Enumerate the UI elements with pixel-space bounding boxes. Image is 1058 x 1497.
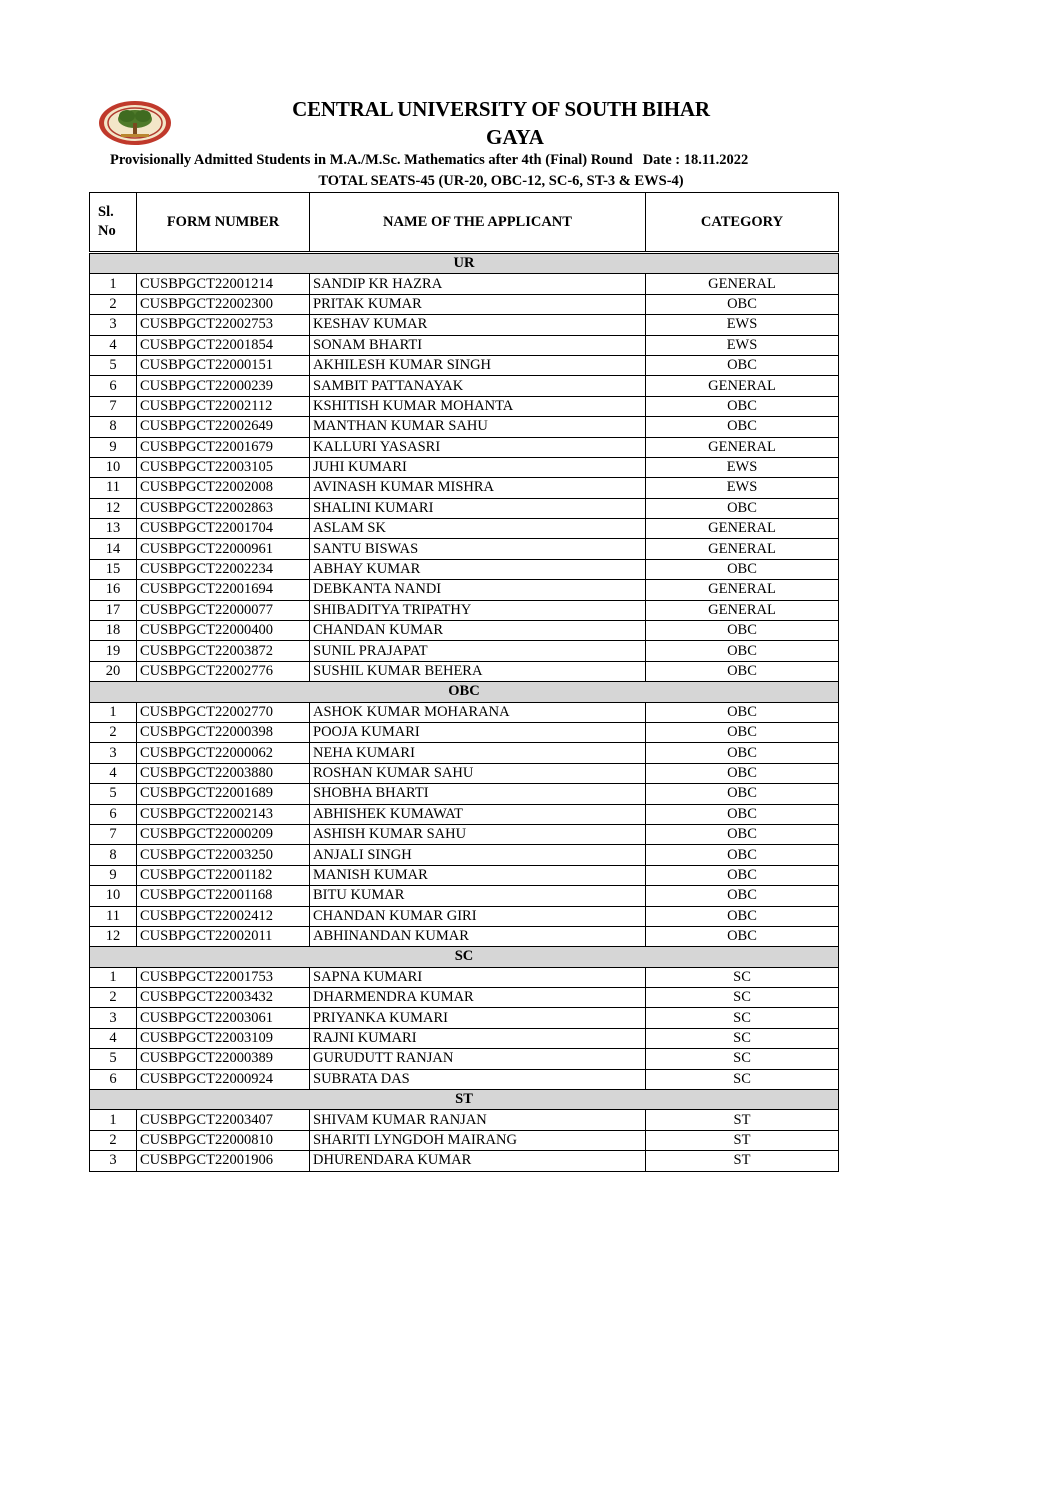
applicant-name-cell: SUSHIL KUMAR BEHERA: [310, 661, 646, 681]
table-row: [90, 1151, 839, 1171]
form-number-cell: CUSBPGCT22000810: [137, 1130, 310, 1150]
applicant-name-cell: MANTHAN KUMAR SAHU: [310, 417, 646, 437]
category-cell: SC: [646, 1028, 839, 1048]
category-cell: ST: [646, 1130, 839, 1150]
table-row: [90, 1049, 839, 1069]
table-row: [90, 967, 839, 987]
form-number-cell: CUSBPGCT22001694: [137, 580, 310, 600]
category-cell: OBC: [646, 906, 839, 926]
serial-number-cell: 20: [90, 661, 137, 681]
applicant-name-cell: KALLURI YASASRI: [310, 437, 646, 457]
table-header-row: [90, 193, 839, 253]
applicant-name-cell: NEHA KUMARI: [310, 743, 646, 763]
category-cell: GENERAL: [646, 437, 839, 457]
category-cell: OBC: [646, 702, 839, 722]
form-number-cell: CUSBPGCT22000400: [137, 621, 310, 641]
serial-number-cell: 9: [90, 437, 137, 457]
category-cell: OBC: [646, 743, 839, 763]
serial-number-cell: 10: [90, 886, 137, 906]
form-number-cell: CUSBPGCT22001906: [137, 1151, 310, 1171]
form-number-cell: CUSBPGCT22000924: [137, 1069, 310, 1089]
serial-number-cell: 17: [90, 600, 137, 620]
col-header-form: FORM NUMBER: [137, 193, 310, 253]
category-cell: OBC: [646, 722, 839, 742]
category-cell: OBC: [646, 498, 839, 518]
form-number-cell: CUSBPGCT22001753: [137, 967, 310, 987]
form-number-cell: CUSBPGCT22001854: [137, 335, 310, 355]
table-row: [90, 1028, 839, 1048]
form-number-cell: CUSBPGCT22001214: [137, 274, 310, 294]
category-cell: SC: [646, 988, 839, 1008]
list-subtitle: [110, 152, 748, 169]
applicant-name-cell: KESHAV KUMAR: [310, 315, 646, 335]
applicant-name-cell: ABHAY KUMAR: [310, 559, 646, 579]
applicant-name-cell: SHIBADITYA TRIPATHY: [310, 600, 646, 620]
form-number-cell: CUSBPGCT22002753: [137, 315, 310, 335]
table-row: [90, 1110, 839, 1130]
table-row: [90, 396, 839, 416]
group-label: OBC: [90, 682, 839, 702]
serial-number-cell: 6: [90, 1069, 137, 1089]
table-row: [90, 763, 839, 783]
table-row: [90, 641, 839, 661]
serial-number-cell: 12: [90, 498, 137, 518]
applicant-name-cell: ASHISH KUMAR SAHU: [310, 824, 646, 844]
table-row: [90, 1008, 839, 1028]
applicant-name-cell: SANTU BISWAS: [310, 539, 646, 559]
group-row-obc: [90, 682, 839, 702]
category-cell: OBC: [646, 641, 839, 661]
applicant-name-cell: SUNIL PRAJAPAT: [310, 641, 646, 661]
col-header-category: CATEGORY: [646, 193, 839, 253]
serial-number-cell: 14: [90, 539, 137, 559]
group-row-st: [90, 1090, 839, 1110]
serial-number-cell: 8: [90, 845, 137, 865]
table-row: [90, 600, 839, 620]
serial-number-cell: 16: [90, 580, 137, 600]
form-number-cell: CUSBPGCT22001704: [137, 519, 310, 539]
form-number-cell: CUSBPGCT22001168: [137, 886, 310, 906]
form-number-cell: CUSBPGCT22000961: [137, 539, 310, 559]
serial-number-cell: 4: [90, 763, 137, 783]
table-row: [90, 988, 839, 1008]
category-cell: EWS: [646, 457, 839, 477]
form-number-cell: CUSBPGCT22003105: [137, 457, 310, 477]
table-row: [90, 926, 839, 946]
applicant-name-cell: JUHI KUMARI: [310, 457, 646, 477]
applicant-name-cell: CHANDAN KUMAR GIRI: [310, 906, 646, 926]
table-row: [90, 865, 839, 885]
serial-number-cell: 3: [90, 743, 137, 763]
table-row: [90, 845, 839, 865]
applicant-name-cell: SHALINI KUMARI: [310, 498, 646, 518]
group-label: ST: [90, 1090, 839, 1110]
category-cell: SC: [646, 1049, 839, 1069]
category-cell: OBC: [646, 763, 839, 783]
form-number-cell: CUSBPGCT22000398: [137, 722, 310, 742]
category-cell: GENERAL: [646, 580, 839, 600]
category-cell: EWS: [646, 315, 839, 335]
applicant-name-cell: SHARITI LYNGDOH MAIRANG: [310, 1130, 646, 1150]
form-number-cell: CUSBPGCT22000209: [137, 824, 310, 844]
serial-number-cell: 3: [90, 1008, 137, 1028]
group-row-ur: [90, 253, 839, 274]
table-row: [90, 580, 839, 600]
applicant-name-cell: POOJA KUMARI: [310, 722, 646, 742]
seat-summary: TOTAL SEATS-45 (UR-20, OBC-12, SC-6, ST-3 & EWS-4): [318, 173, 684, 189]
table-row: [90, 376, 839, 396]
form-number-cell: CUSBPGCT22002008: [137, 478, 310, 498]
applicant-name-cell: SHIVAM KUMAR RANJAN: [310, 1110, 646, 1130]
city-title: GAYA: [486, 125, 544, 149]
serial-number-cell: 5: [90, 1049, 137, 1069]
applicant-name-cell: BITU KUMAR: [310, 886, 646, 906]
applicant-name-cell: ASLAM SK: [310, 519, 646, 539]
table-row: [90, 702, 839, 722]
category-cell: OBC: [646, 355, 839, 375]
serial-number-cell: 18: [90, 621, 137, 641]
form-number-cell: CUSBPGCT22002412: [137, 906, 310, 926]
table-row: [90, 315, 839, 335]
form-number-cell: CUSBPGCT22000239: [137, 376, 310, 396]
applicant-name-cell: KSHITISH KUMAR MOHANTA: [310, 396, 646, 416]
serial-number-cell: 2: [90, 1130, 137, 1150]
category-cell: GENERAL: [646, 376, 839, 396]
applicant-name-cell: AVINASH KUMAR MISHRA: [310, 478, 646, 498]
applicant-name-cell: SANDIP KR HAZRA: [310, 274, 646, 294]
table-row: [90, 722, 839, 742]
serial-number-cell: 8: [90, 417, 137, 437]
table-row: [90, 519, 839, 539]
group-row-sc: [90, 947, 839, 967]
form-number-cell: CUSBPGCT22003872: [137, 641, 310, 661]
serial-number-cell: 6: [90, 376, 137, 396]
serial-number-cell: 4: [90, 1028, 137, 1048]
form-number-cell: CUSBPGCT22003407: [137, 1110, 310, 1130]
applicant-name-cell: SONAM BHARTI: [310, 335, 646, 355]
form-number-cell: CUSBPGCT22003061: [137, 1008, 310, 1028]
applicant-name-cell: SUBRATA DAS: [310, 1069, 646, 1089]
category-cell: OBC: [646, 661, 839, 681]
serial-number-cell: 3: [90, 315, 137, 335]
table-row: [90, 559, 839, 579]
category-cell: OBC: [646, 886, 839, 906]
col-header-sl: Sl. No: [90, 193, 137, 253]
table-row: [90, 1069, 839, 1089]
category-cell: GENERAL: [646, 519, 839, 539]
applicant-name-cell: SAMBIT PATTANAYAK: [310, 376, 646, 396]
category-cell: OBC: [646, 559, 839, 579]
category-cell: EWS: [646, 335, 839, 355]
serial-number-cell: 5: [90, 784, 137, 804]
applicant-name-cell: PRITAK KUMAR: [310, 294, 646, 314]
applicant-name-cell: ABHISHEK KUMAWAT: [310, 804, 646, 824]
category-cell: GENERAL: [646, 600, 839, 620]
serial-number-cell: 9: [90, 865, 137, 885]
table-row: [90, 906, 839, 926]
serial-number-cell: 10: [90, 457, 137, 477]
table-row: [90, 417, 839, 437]
form-number-cell: CUSBPGCT22002776: [137, 661, 310, 681]
table-row: [90, 437, 839, 457]
category-cell: ST: [646, 1151, 839, 1171]
form-number-cell: CUSBPGCT22000077: [137, 600, 310, 620]
applicant-name-cell: DHARMENDRA KUMAR: [310, 988, 646, 1008]
form-number-cell: CUSBPGCT22000389: [137, 1049, 310, 1069]
applicant-name-cell: RAJNI KUMARI: [310, 1028, 646, 1048]
category-cell: ST: [646, 1110, 839, 1130]
category-cell: EWS: [646, 478, 839, 498]
admission-table: [89, 192, 839, 1172]
category-cell: OBC: [646, 417, 839, 437]
form-number-cell: CUSBPGCT22003880: [137, 763, 310, 783]
group-label: SC: [90, 947, 839, 967]
form-number-cell: CUSBPGCT22002863: [137, 498, 310, 518]
table-row: [90, 804, 839, 824]
table-row: [90, 457, 839, 477]
table-row: [90, 621, 839, 641]
category-cell: OBC: [646, 926, 839, 946]
applicant-name-cell: ABHINANDAN KUMAR: [310, 926, 646, 946]
form-number-cell: CUSBPGCT22000062: [137, 743, 310, 763]
serial-number-cell: 7: [90, 824, 137, 844]
table-row: [90, 498, 839, 518]
category-cell: OBC: [646, 804, 839, 824]
applicant-name-cell: AKHILESH KUMAR SINGH: [310, 355, 646, 375]
applicant-name-cell: ASHOK KUMAR MOHARANA: [310, 702, 646, 722]
subtitle-text: Provisionally Admitted Students in M.A./M.Sc. Mathematics after 4th (Final) Round: [110, 152, 633, 168]
table-row: [90, 886, 839, 906]
serial-number-cell: 12: [90, 926, 137, 946]
form-number-cell: CUSBPGCT22001689: [137, 784, 310, 804]
serial-number-cell: 13: [90, 519, 137, 539]
category-cell: SC: [646, 1069, 839, 1089]
table-row: [90, 478, 839, 498]
serial-number-cell: 19: [90, 641, 137, 661]
col-header-name: NAME OF THE APPLICANT: [310, 193, 646, 253]
serial-number-cell: 5: [90, 355, 137, 375]
serial-number-cell: 2: [90, 294, 137, 314]
table-row: [90, 539, 839, 559]
serial-number-cell: 1: [90, 967, 137, 987]
category-cell: OBC: [646, 294, 839, 314]
applicant-name-cell: MANISH KUMAR: [310, 865, 646, 885]
serial-number-cell: 4: [90, 335, 137, 355]
serial-number-cell: 2: [90, 722, 137, 742]
table-row: [90, 294, 839, 314]
table-row: [90, 784, 839, 804]
table-body: [90, 253, 839, 1172]
serial-number-cell: 1: [90, 1110, 137, 1130]
category-cell: GENERAL: [646, 539, 839, 559]
category-cell: OBC: [646, 865, 839, 885]
university-title: CENTRAL UNIVERSITY OF SOUTH BIHAR: [292, 97, 710, 121]
serial-number-cell: 6: [90, 804, 137, 824]
category-cell: OBC: [646, 784, 839, 804]
table-row: [90, 743, 839, 763]
form-number-cell: CUSBPGCT22002143: [137, 804, 310, 824]
category-cell: SC: [646, 1008, 839, 1028]
form-number-cell: CUSBPGCT22002649: [137, 417, 310, 437]
form-number-cell: CUSBPGCT22002112: [137, 396, 310, 416]
category-cell: OBC: [646, 621, 839, 641]
list-date: Date : 18.11.2022: [642, 152, 749, 168]
form-number-cell: CUSBPGCT22002770: [137, 702, 310, 722]
form-number-cell: CUSBPGCT22002011: [137, 926, 310, 946]
applicant-name-cell: CHANDAN KUMAR: [310, 621, 646, 641]
category-cell: OBC: [646, 845, 839, 865]
table-row: [90, 355, 839, 375]
category-cell: OBC: [646, 396, 839, 416]
applicant-name-cell: SHOBHA BHARTI: [310, 784, 646, 804]
table-row: [90, 335, 839, 355]
form-number-cell: CUSBPGCT22003109: [137, 1028, 310, 1048]
serial-number-cell: 11: [90, 478, 137, 498]
category-cell: OBC: [646, 824, 839, 844]
table-row: [90, 274, 839, 294]
applicant-name-cell: DHURENDARA KUMAR: [310, 1151, 646, 1171]
applicant-name-cell: SAPNA KUMARI: [310, 967, 646, 987]
serial-number-cell: 1: [90, 702, 137, 722]
applicant-name-cell: GURUDUTT RANJAN: [310, 1049, 646, 1069]
form-number-cell: CUSBPGCT22002300: [137, 294, 310, 314]
table-row: [90, 1130, 839, 1150]
group-label: UR: [90, 253, 839, 274]
applicant-name-cell: ROSHAN KUMAR SAHU: [310, 763, 646, 783]
serial-number-cell: 1: [90, 274, 137, 294]
category-cell: SC: [646, 967, 839, 987]
form-number-cell: CUSBPGCT22001182: [137, 865, 310, 885]
applicant-name-cell: PRIYANKA KUMARI: [310, 1008, 646, 1028]
form-number-cell: CUSBPGCT22000151: [137, 355, 310, 375]
applicant-name-cell: ANJALI SINGH: [310, 845, 646, 865]
serial-number-cell: 7: [90, 396, 137, 416]
serial-number-cell: 2: [90, 988, 137, 1008]
form-number-cell: CUSBPGCT22001679: [137, 437, 310, 457]
applicant-name-cell: DEBKANTA NANDI: [310, 580, 646, 600]
serial-number-cell: 11: [90, 906, 137, 926]
form-number-cell: CUSBPGCT22003250: [137, 845, 310, 865]
form-number-cell: CUSBPGCT22002234: [137, 559, 310, 579]
table-row: [90, 824, 839, 844]
serial-number-cell: 3: [90, 1151, 137, 1171]
form-number-cell: CUSBPGCT22003432: [137, 988, 310, 1008]
serial-number-cell: 15: [90, 559, 137, 579]
category-cell: GENERAL: [646, 274, 839, 294]
table-row: [90, 661, 839, 681]
